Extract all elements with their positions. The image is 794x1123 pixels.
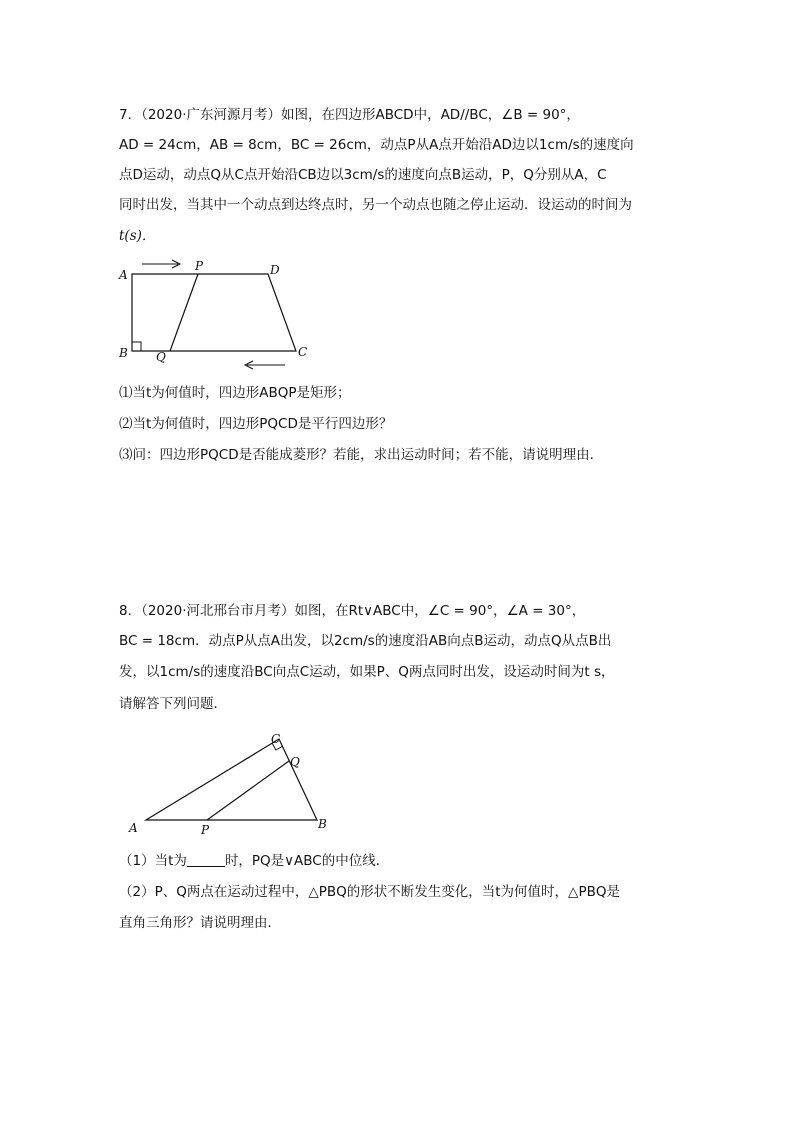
label-A: A [119, 268, 128, 282]
label-C: C [271, 732, 281, 746]
problem7-line2: AD = 24cm，AB = 8cm，BC = 26cm，动点P从A点开始沿AD边以1cm/s的速度向 [119, 137, 634, 153]
label-D: D [270, 263, 280, 277]
segment-PQ [170, 274, 198, 351]
problem8-question1-prefix: （1）当t为 [119, 853, 187, 869]
problem7-line4: 同时出发，当其中一个动点到达终点时，另一个动点也随之停止运动．设运动的时间为 [119, 197, 632, 213]
problem7-question1: ⑴当t为何值时，四边形ABQP是矩形； [119, 385, 351, 401]
problem8-question1 [119, 851, 389, 871]
triangle-figure [125, 728, 335, 838]
label-B: B [119, 346, 128, 360]
right-angle-mark [132, 342, 141, 351]
label-C: C [298, 345, 308, 359]
answer-blank[interactable] [187, 852, 225, 867]
problem8-line4: 请解答下列问题． [119, 696, 227, 712]
problem8-question2-line2: 直角三角形？请说明理由． [119, 915, 281, 931]
problem7-line3: 点D运动，动点Q从C点开始沿CB边以3cm/s的速度向点B运动，P，Q分别从A，C [119, 167, 607, 183]
label-Q: Q [156, 350, 166, 364]
trapezoid-ABCD [132, 274, 296, 351]
problem7-question3: ⑶问：四边形PQCD是否能成菱形？若能，求出运动时间；若不能，请说明理由． [119, 447, 604, 463]
label-P: P [195, 259, 204, 273]
problem7-line5: t(s)． [119, 228, 156, 244]
segment-PQ [207, 761, 289, 820]
problem8-question1-suffix: 时，PQ是∨ABC的中位线． [224, 853, 390, 869]
label-B: B [318, 817, 327, 831]
label-A: A [129, 821, 138, 835]
triangle-ABC [146, 739, 317, 820]
problem8-line1: 8．（2020·河北邢台市月考）如图，在Rt∨ABC中，∠C = 90°，∠A = 30°， [119, 603, 586, 619]
label-Q: Q [290, 755, 300, 769]
problem7-line1: 7．（2020·广东河源月考）如图，在四边形ABCD中，AD//BC，∠B = 90°， [119, 107, 580, 123]
problem8-line3: 发，以1cm/s的速度沿BC向点C运动，如果P、Q两点同时出发，设运动时间为t s， [119, 664, 615, 680]
problem8-question2-line1: （2）P、Q两点在运动过程中，△PBQ的形状不断发生变化，当t为何值时，△PBQ是 [119, 884, 620, 900]
trapezoid-figure [115, 255, 325, 365]
problem7-question2: ⑵当t为何值时，四边形PQCD是平行四边形？ [119, 416, 393, 432]
label-P: P [201, 823, 210, 837]
problem8-line2: BC = 18cm．动点P从点A出发，以2cm/s的速度沿AB向点B运动，动点Q从点B出 [119, 633, 612, 649]
